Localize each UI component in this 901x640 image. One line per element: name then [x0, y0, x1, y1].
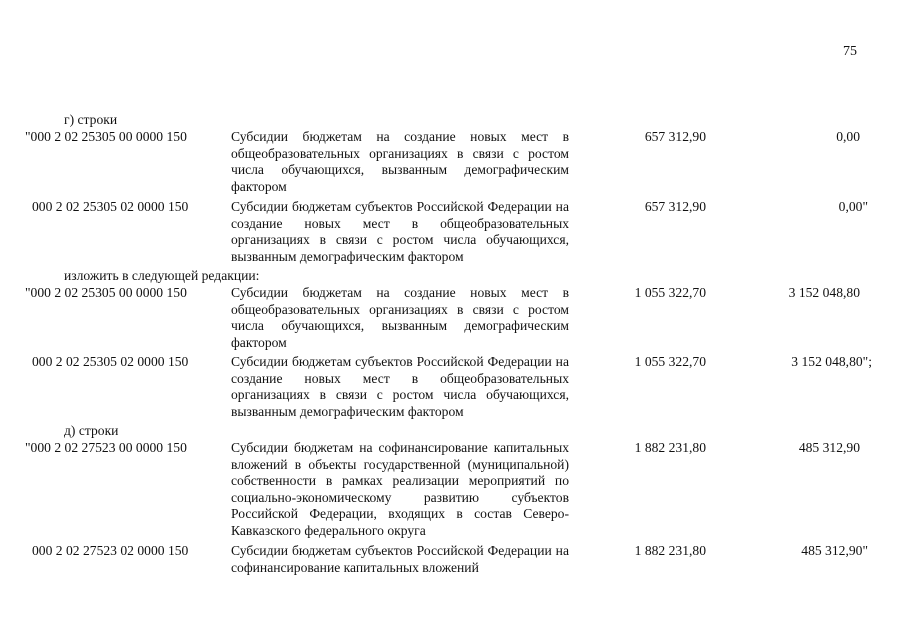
value-column-2: 3 152 048,80"; — [791, 354, 872, 369]
value-column-2: 485 312,90 — [798, 440, 860, 455]
value-column-2: 485 312,90" — [801, 543, 868, 558]
value-column-1: 1 055 322,70 — [634, 354, 706, 369]
row-description: Субсидии бюджетам на создание новых мест в общеобразовательных организациях в связи с ростом числа обучающихся, вызванным демографическим фактором — [231, 285, 569, 350]
row-description: Субсидии бюджетам на создание новых мест в общеобразовательных организациях в связи с ростом числа обучающихся, вызванным демографическим фактором — [231, 129, 569, 194]
budget-code: "000 2 02 25305 00 0000 150 — [25, 285, 187, 300]
budget-code: 000 2 02 25305 02 0000 150 — [32, 199, 189, 214]
value-column-2: 0,00 — [836, 129, 860, 144]
section-label-g: г) строки — [64, 112, 118, 127]
row-description: Субсидии бюджетам субъектов Российской Федерации на создание новых мест в общеобразовательных организациях в связи с ростом числа обучающихся, вызванным демографическим фактором — [231, 354, 569, 419]
page-number: 75 — [843, 44, 857, 59]
budget-code: "000 2 02 27523 00 0000 150 — [25, 440, 187, 455]
value-column-1: 1 055 322,70 — [634, 285, 706, 300]
row-description: Субсидии бюджетам на софинансирование капитальных вложений в объекты государственной (муниципальной) собственности в рамках реализации мероприятий по социально-экономическому развитию субъектов Российской Федерации, входящих в состав Северо-Кавказского федерального округа — [231, 440, 569, 538]
value-column-1: 1 882 231,80 — [634, 543, 706, 558]
value-column-1: 657 312,90 — [644, 129, 706, 144]
section-label-revision: изложить в следующей редакции: — [64, 268, 260, 283]
budget-code: "000 2 02 25305 00 0000 150 — [25, 129, 187, 144]
budget-code: 000 2 02 25305 02 0000 150 — [32, 354, 189, 369]
section-label-d: д) строки — [64, 423, 119, 438]
value-column-2: 0,00" — [838, 199, 868, 214]
row-description: Субсидии бюджетам субъектов Российской Федерации на софинансирование капитальных вложений — [231, 543, 569, 575]
value-column-1: 1 882 231,80 — [634, 440, 706, 455]
row-description: Субсидии бюджетам субъектов Российской Федерации на создание новых мест в общеобразовательных организациях в связи с ростом числа обучающихся, вызванным демографическим фактором — [231, 199, 569, 264]
budget-code: 000 2 02 27523 02 0000 150 — [32, 543, 189, 558]
value-column-1: 657 312,90 — [644, 199, 706, 214]
value-column-2: 3 152 048,80 — [788, 285, 860, 300]
